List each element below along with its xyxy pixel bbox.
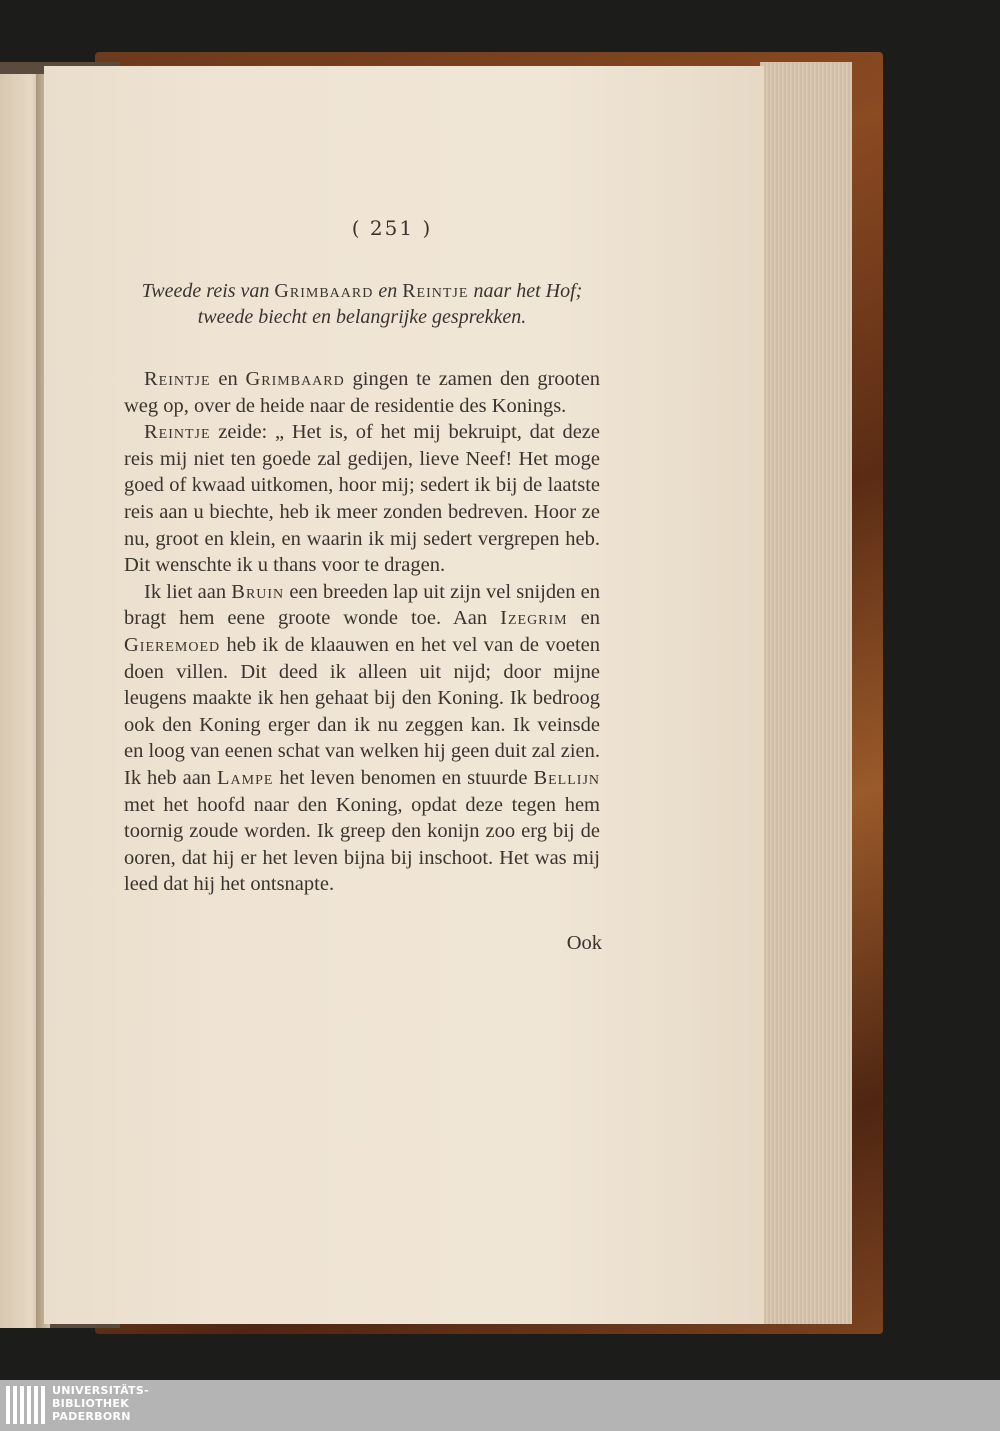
heading-text-3: naar het Hof; tweede biecht en belangrijke gesprekken.	[197, 280, 583, 328]
paragraph-text: gingen te zamen den grooten weg op, over de heide naar de residentie des Konings.	[124, 368, 600, 417]
paragraph-text: een breeden lap uit zijn vel snijden en bragt hem eene groote wonde toe. Aan	[124, 580, 600, 630]
character-name: Izegrim	[500, 607, 568, 630]
paragraph-text: zeide: „ Het is, of het mij bekruipt, dat deze reis mij niet ten goede zal gedijen, lieve Neef! Het moge goed of kwaad uitkomen, hoor mij; sedert ik bij de laatste reis aan u biechte, heb ik meer zonden bedreven. Hoor ze nu, groot en klein, en waarin ik mij sedert vergrepen heb. Dit wenschte ik u thans voor te dragen.	[124, 421, 600, 577]
heading-text-1: Tweede reis van	[141, 280, 275, 302]
character-name: Reintje	[144, 368, 211, 390]
library-name-line-1: UNIVERSITÄTS-	[52, 1384, 149, 1397]
paragraph	[124, 419, 600, 579]
book-page	[44, 66, 764, 1324]
body-text	[124, 366, 600, 898]
paragraph	[124, 579, 600, 898]
footer-bar	[0, 1380, 1000, 1431]
character-name: Grimbaard	[245, 368, 345, 390]
library-name-line-3: PADERBORN	[52, 1410, 131, 1423]
library-logo-icon	[6, 1386, 46, 1424]
paragraph-text: en	[210, 368, 246, 390]
paragraph-text: en	[567, 607, 600, 630]
library-name	[52, 1384, 149, 1423]
paragraph-text: het leven benomen en stuurde	[273, 766, 534, 789]
chapter-heading	[124, 278, 600, 330]
character-name: Reintje	[144, 421, 211, 444]
paragraph-text: Ik liet aan	[144, 580, 232, 603]
character-name: Bruin	[231, 580, 285, 603]
paragraph	[124, 366, 600, 419]
character-name: Bellijn	[533, 766, 601, 789]
heading-text-2: en	[373, 280, 403, 302]
page-text-block	[124, 216, 600, 955]
heading-name-reintje: Reintje	[402, 280, 469, 302]
page-number: ( 251 )	[351, 216, 433, 240]
paragraph-text: met het hoofd naar den Koning, opdat deze tegen hem toornig zoude worden. Ik greep den konijn zoo erg bij de ooren, dat hij er het leven bijna bij inschoot. Het was mij leed dat hij het ontsnapte.	[124, 793, 600, 896]
heading-name-grimbaard: Grimbaard	[274, 280, 374, 302]
paragraph-text: heb ik de klaauwen en het vel van de voeten doen villen. Dit deed ik alleen uit nijd; door mijne leugens maakte ik hen gehaat bij den Koning. Ik bedroog ook den Koning erger dan ik nu zeggen kan. Ik veinsde en loog van eenen schat van welken hij geen duit zal zien. Ik heb aan	[124, 633, 600, 789]
catchword: Ook	[566, 931, 602, 954]
page-edges	[760, 62, 852, 1324]
library-name-line-2: BIBLIOTHEK	[52, 1397, 130, 1410]
character-name: Lampe	[217, 766, 274, 789]
character-name: Gieremoed	[124, 633, 221, 656]
